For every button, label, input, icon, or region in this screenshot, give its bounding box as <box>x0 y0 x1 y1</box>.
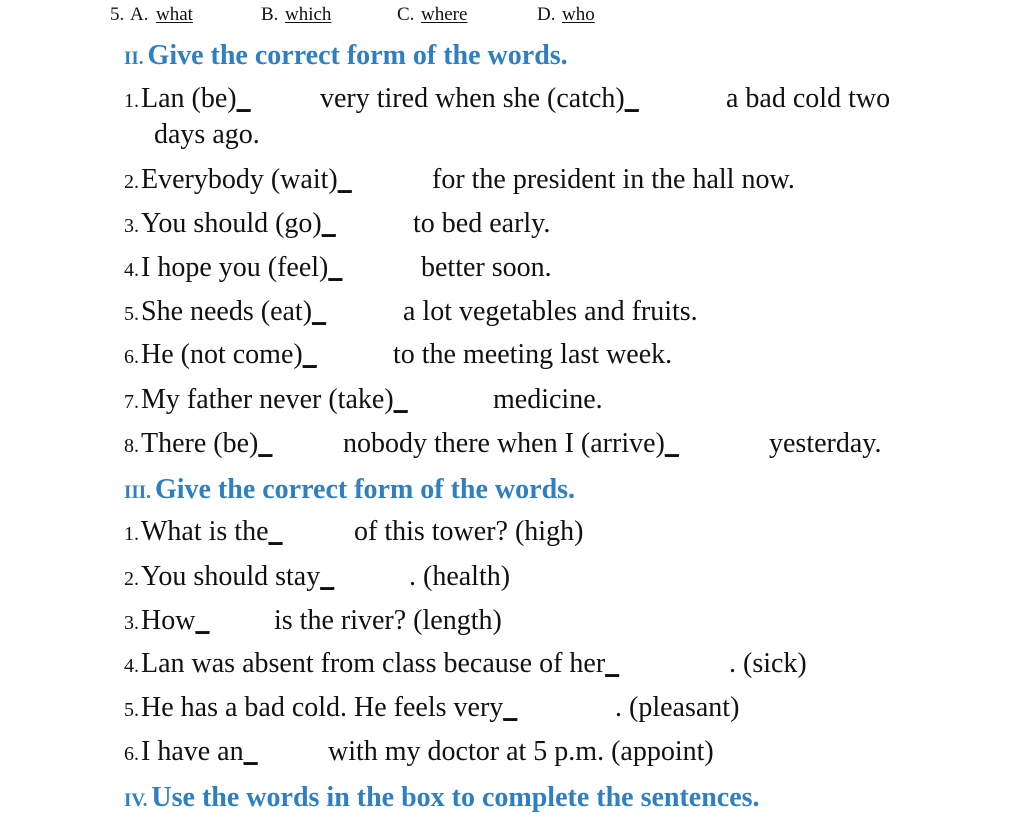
item-text: Everybody (wait) <box>141 164 338 195</box>
item-text: I have an <box>141 736 244 767</box>
item-text: Lan (be) <box>141 83 237 114</box>
item-text: a lot vegetables and fruits. <box>403 296 698 327</box>
choice-a-letter: A. <box>130 4 149 25</box>
answer-blank[interactable]: _ <box>393 384 408 415</box>
exercise-item <box>124 82 924 116</box>
item-text: . (health) <box>409 561 511 592</box>
item-text: He (not come) <box>141 339 303 370</box>
item-text: She needs (eat) <box>141 296 313 327</box>
section-4-roman: IV. <box>124 790 148 811</box>
choice-b-letter: B. <box>261 4 279 25</box>
exercise-item <box>124 207 624 241</box>
answer-blank[interactable]: _ <box>195 605 210 636</box>
item-number: 4. <box>124 655 139 677</box>
item-text: . (pleasant) <box>615 692 740 723</box>
choice-c-word: where <box>421 4 468 25</box>
item-text: yesterday. <box>769 428 882 459</box>
section-4-title: Use the words in the box to complete the sentences. <box>151 782 760 813</box>
answer-blank[interactable]: _ <box>236 83 251 114</box>
item-number: 5. <box>124 699 139 721</box>
item-text: of this tower? (high) <box>354 516 584 547</box>
answer-blank[interactable]: _ <box>503 692 518 723</box>
exercise-item <box>124 647 844 681</box>
choice-d-word: who <box>562 4 595 25</box>
item-text: a bad cold two <box>726 83 891 114</box>
item-text: Lan was absent from class because of her <box>141 648 606 679</box>
answer-blank[interactable]: _ <box>320 561 335 592</box>
answer-blank[interactable]: _ <box>321 208 336 239</box>
answer-blank[interactable]: _ <box>312 296 327 327</box>
section-3-roman: III. <box>124 482 151 503</box>
item-text: I hope you (feel) <box>141 252 329 283</box>
item-continuation: days ago. <box>154 119 260 150</box>
choice-d-letter: D. <box>537 4 556 25</box>
item-number: 6. <box>124 743 139 765</box>
item-text: with my doctor at 5 p.m. (appoint) <box>328 736 714 767</box>
item-text: medicine. <box>493 384 603 415</box>
exercise-item <box>124 383 644 417</box>
item-number: 5. <box>124 303 139 325</box>
item-text: He has a bad cold. He feels very <box>141 692 504 723</box>
exercise-item <box>124 163 884 197</box>
item-text: What is the <box>141 516 269 547</box>
answer-blank[interactable]: _ <box>243 736 258 767</box>
section-2-roman: II. <box>124 48 144 69</box>
choice-b-word: which <box>285 4 332 25</box>
answer-blank[interactable]: _ <box>258 428 273 459</box>
answer-blank[interactable]: _ <box>605 648 620 679</box>
exercise-item <box>124 735 784 769</box>
item-number: 4. <box>124 259 139 281</box>
item-number: 3. <box>124 612 139 634</box>
section-3-heading <box>124 474 575 509</box>
answer-blank[interactable]: _ <box>302 339 317 370</box>
item-number: 3. <box>124 215 139 237</box>
exercise-item <box>124 295 764 329</box>
exercise-item <box>124 251 624 285</box>
item-text: nobody there when I (arrive) <box>343 428 665 459</box>
item-text: very tired when she (catch) <box>320 83 625 114</box>
item-number: 8. <box>124 435 139 457</box>
answer-blank[interactable]: _ <box>624 83 639 114</box>
item-text: is the river? (length) <box>274 605 502 636</box>
item-number: 2. <box>124 568 139 590</box>
item-text: There (be) <box>141 428 259 459</box>
item-number: 2. <box>124 171 139 193</box>
exercise-item <box>124 515 644 549</box>
item-number: 7. <box>124 391 139 413</box>
answer-blank[interactable]: _ <box>337 164 352 195</box>
item-number: 1. <box>124 90 139 112</box>
item-text: better soon. <box>421 252 552 283</box>
section-3-title: Give the correct form of the words. <box>154 474 576 505</box>
exercise-item <box>124 338 724 372</box>
item-text: to bed early. <box>413 208 551 239</box>
item-number: 1. <box>124 523 139 545</box>
item-text: My father never (take) <box>141 384 394 415</box>
item-text: . (sick) <box>729 648 807 679</box>
answer-blank[interactable]: _ <box>664 428 679 459</box>
item-text: How <box>141 605 196 636</box>
exercise-item <box>124 427 924 461</box>
item-text: for the president in the hall now. <box>432 164 795 195</box>
section-2-heading <box>124 40 568 75</box>
choice-c-letter: C. <box>397 4 415 25</box>
answer-blank[interactable]: _ <box>328 252 343 283</box>
item-number: 6. <box>124 346 139 368</box>
answer-blank[interactable]: _ <box>268 516 283 547</box>
item-text: You should (go) <box>141 208 322 239</box>
section-4-heading <box>124 782 760 817</box>
exercise-item <box>124 604 544 638</box>
item-text: to the meeting last week. <box>393 339 673 370</box>
exercise-item <box>124 691 784 725</box>
item-text: You should stay <box>141 561 321 592</box>
choice-number: 5. <box>110 4 125 25</box>
section-2-title: Give the correct form of the words. <box>147 40 568 71</box>
choice-a-word: what <box>156 4 193 25</box>
exercise-item <box>124 560 544 594</box>
